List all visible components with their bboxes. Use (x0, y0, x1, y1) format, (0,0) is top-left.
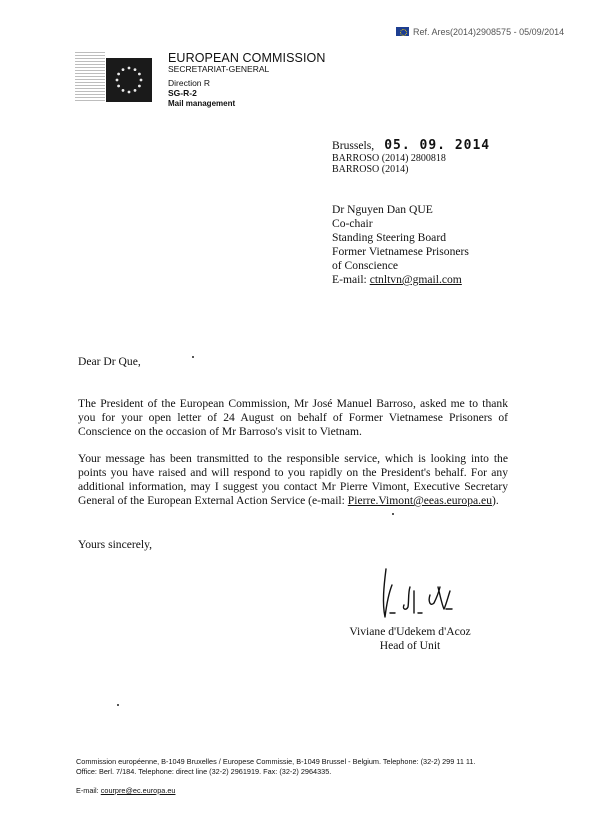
date-line (332, 139, 490, 153)
unit-code: SG-R-2 (168, 87, 197, 98)
recipient-email-line (332, 273, 462, 287)
recipient-name: Dr Nguyen Dan QUE (332, 203, 433, 216)
footer-email-link[interactable]: courpre@ec.europa.eu (100, 786, 176, 795)
body-paragraph (78, 452, 508, 508)
contact-email-link[interactable]: Pierre.Vimont@eeas.europa.eu (347, 494, 493, 507)
signatory-title: Head of Unit (379, 639, 441, 652)
footer-email-line (76, 786, 175, 795)
eu-flag-icon (396, 27, 409, 36)
recipient-org-line: Former Vietnamese Prisoners (332, 245, 469, 258)
eu-stars-icon (106, 58, 152, 102)
department-name: SECRETARIAT-GENERAL (168, 64, 270, 75)
recipient-address (332, 203, 469, 273)
service-name: Mail management (168, 98, 236, 108)
reference-number: BARROSO (2014) (332, 164, 409, 175)
reference-numbers (332, 153, 446, 175)
email-label: E-mail: (332, 273, 367, 286)
directorate-name: Direction R (168, 78, 211, 89)
footer-address (76, 757, 536, 777)
footer-line: Commission européenne, B-1049 Bruxelles / Europese Commissie, B-1049 Brussel - Belgium. Telephone: (32-2) 299 11 11. (76, 757, 476, 766)
scan-speck (192, 356, 194, 358)
scan-speck (392, 513, 394, 515)
handwritten-signature (368, 565, 488, 621)
archive-reference-text: Ref. Ares(2014)2908575 - 05/09/2014 (413, 27, 565, 37)
place-name: Brussels, (332, 139, 375, 152)
footer-email-label: E-mail: (76, 786, 99, 795)
recipient-email-link[interactable]: ctnltvn@gmail.com (369, 273, 462, 286)
logo-lines (75, 52, 105, 102)
commission-logo (75, 52, 152, 102)
signatory-name: Viviane d'Udekem d'Acoz (349, 625, 471, 638)
closing: Yours sincerely, (78, 538, 153, 551)
reference-number: BARROSO (2014) 2800818 (332, 153, 446, 164)
paragraph-end: ). (492, 494, 499, 507)
recipient-role: Co-chair (332, 217, 373, 230)
organisation-name: EUROPEAN COMMISSION (168, 51, 326, 65)
body-paragraph: The President of the European Commission, Mr José Manuel Barroso, asked me to thank you for your open letter of 24 August on behalf of Former Vietnamese Prisoners of Conscience on the occasion of Mr Barroso's visit to Vietnam. (78, 397, 508, 438)
recipient-org-line: Standing Steering Board (332, 231, 446, 244)
signatory (340, 625, 480, 653)
letterhead (168, 51, 325, 108)
archive-reference (396, 27, 564, 37)
salutation: Dear Dr Que, (78, 355, 141, 368)
footer-line: Office: Berl. 7/184. Telephone: direct line (32-2) 2961919. Fax: (32-2) 2964335. (76, 767, 332, 776)
scan-speck (117, 704, 119, 706)
paragraph-text: Your message has been transmitted to the responsible service, which is looking into the points you have raised and will respond to you rapidly on the President's behalf. For any additional information, may I suggest you contact Mr Pierre Vimont, Executive Secretary General of the European External Action Service (e-mail: (78, 452, 508, 507)
date-stamp: 05. 09. 2014 (384, 138, 491, 153)
recipient-org-line: of Conscience (332, 259, 398, 272)
